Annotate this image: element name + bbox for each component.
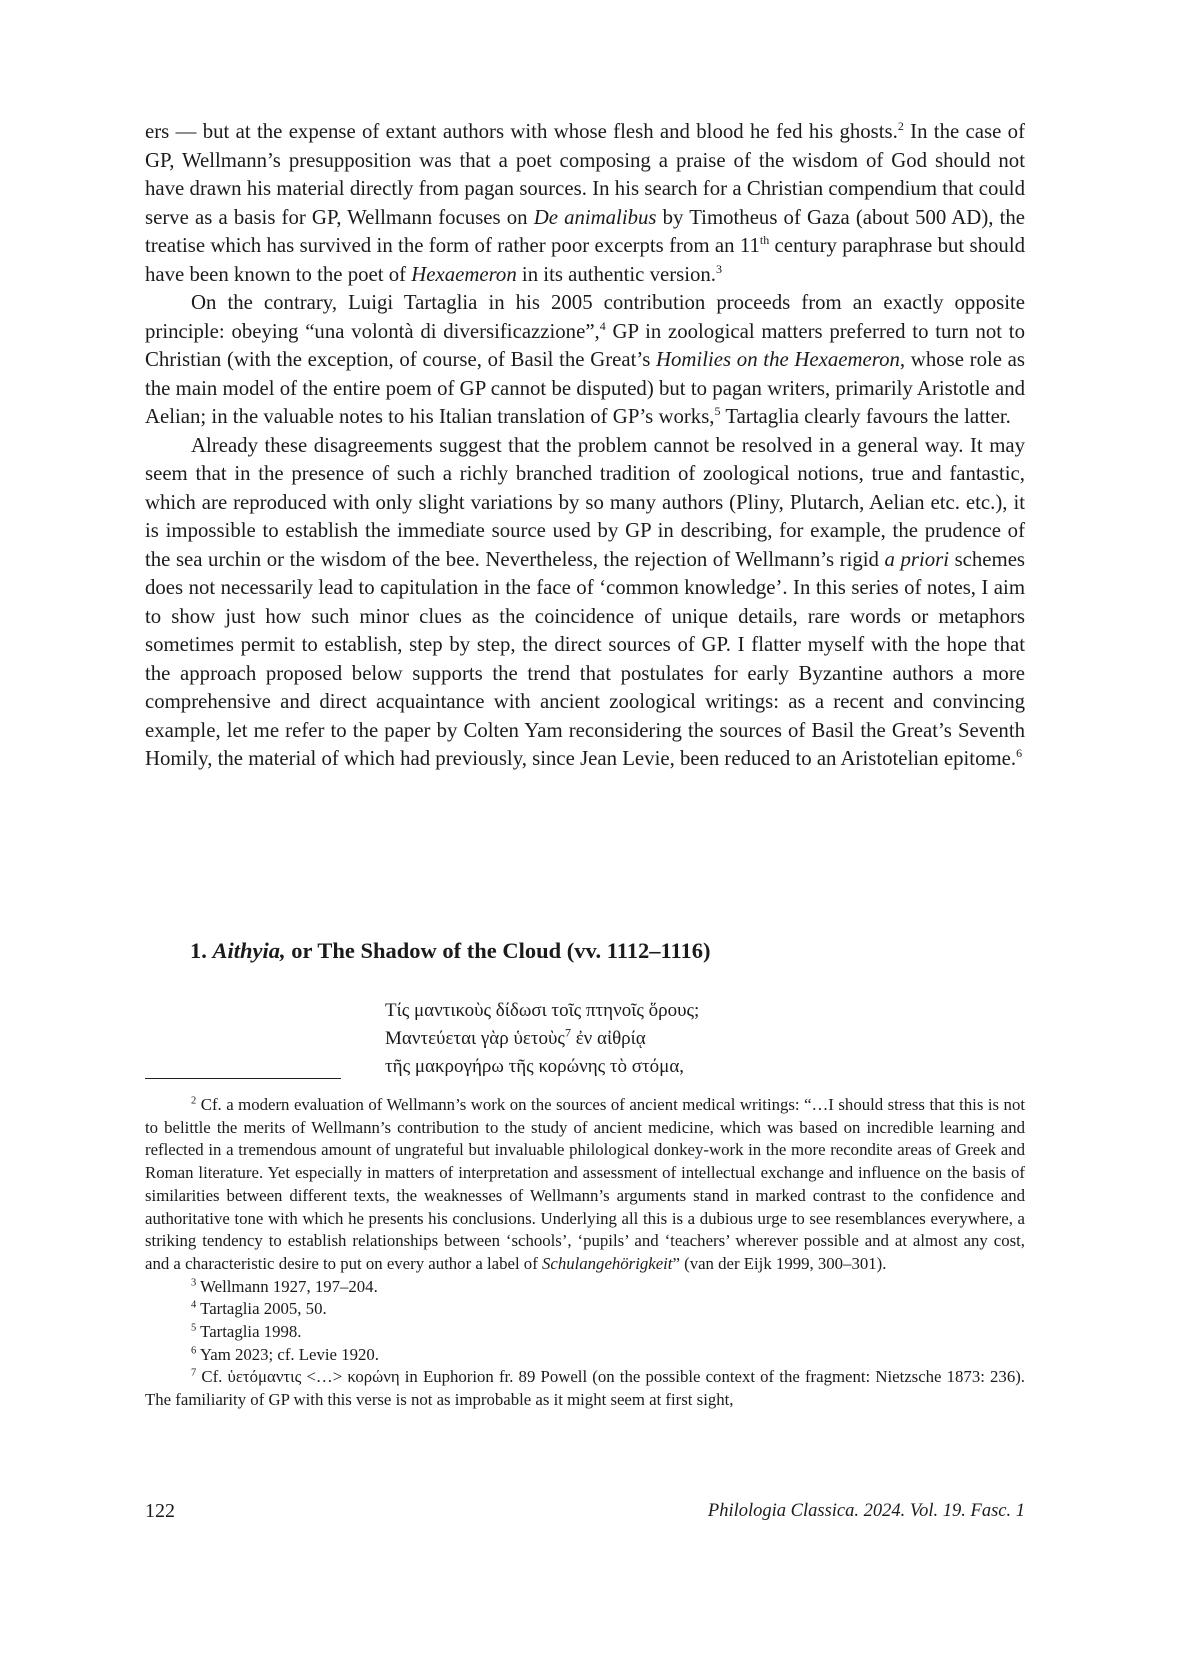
footnote-ref: 2 [897,119,904,134]
footnote-ref: 6 [1016,746,1023,761]
text-run: Tartaglia 1998. [196,1322,302,1342]
section-number: 1. [190,938,207,963]
footnote [145,1094,1025,1276]
text-run: Already these disagreements suggest that the problem cannot be resolved in a general way. It may seem that in the presence of such a richly branched tradition of zoological notions, true and fantastic, which are reproduced with only slight variations by so many authors (Pliny, Plutarch, Aelian etc. etc.), it is impossible to establish the immediate source used by GP in describing, for example, the prudence of the sea urchin or the wisdom of the bee. Nevertheless, the rejection of Wellmann’s rigid [145,433,1025,571]
text-run: ” (van der Eijk 1999, 300–301). [672,1253,887,1273]
text-run: Wellmann 1927, 197–204. [196,1276,378,1296]
italic-text: Homilies on the Hexaemeron [656,348,900,371]
section-title-italic: Aithyia, [212,938,286,963]
italic-text: a priori [884,547,950,571]
text-run: Tartaglia 2005, 50. [196,1299,327,1319]
verse-line-1: Τίς μαντικοὺς δίδωσι τοῖς πτηνοῖς ὅρους; [385,1000,700,1021]
paragraph [145,432,1025,774]
text-run: GP in zoological matters preferred to turn not to Christian (with the exception, of course, of Basil the Great’s [145,319,1025,371]
verse-line-2 [385,1025,699,1053]
text-run: In the case of GP, Wellmann’s presupposition was that a poet composing a praise of the wisdom of God should not have drawn his material directly from pagan sources. In his search for a Christian compendium that could serve as a basis for GP, Wellmann focuses on [145,120,1025,229]
footnote [145,1366,1025,1411]
footnote-ref: 4 [191,1299,197,1311]
footnote-ref: th [759,233,770,248]
footnote-ref: 5 [191,1322,197,1334]
footnote [145,1298,1025,1321]
footnote-ref: 5 [714,404,721,419]
footnote-ref: 6 [191,1345,197,1357]
footnote-ref-7: 7 [564,1025,571,1040]
journal-citation: Philologia Classica. 2024. Vol. 19. Fasc. 1 [707,1501,1025,1521]
text-run: ers — but at the expense of extant authors with whose flesh and blood he fed his ghosts. [145,120,898,143]
text-run: in its authentic version. [516,262,717,286]
paragraph [145,289,1025,432]
text-run: century paraphrase but should have been known to the poet of [145,234,1025,286]
italic-text: De animalibus [533,205,657,229]
footnotes [145,1094,1025,1412]
footnote [145,1344,1025,1367]
text-run: Cf. ὑετόμαντις <…> κορώνη in Euphorion fr. 89 Powell (on the possible context of the fragment: Nietzsche 1873: 236). The familiarity of GP with this verse is not as improbable as it might seem at first sight, [145,1367,1025,1410]
text-run: schemes does not necessarily lead to capitulation in the face of ‘common knowledge’. In this series of notes, I aim to show just how such minor clues as the coincidence of unique details, rare words or metaphors sometimes permit to establish, step by step, the direct sources of GP. I flatter myself with the hope that the approach proposed below supports the trend that postulates for early Byzantine authors a more comprehensive and direct acquaintance with ancient zoological writings: as a recent and convincing example, let me refer to the paper by Colten Yam reconsidering the sources of Basil the Great’s Seventh Homily, the material of which had previously, since Jean Levie, been reduced to an Aristotelian epitome. [145,547,1026,770]
text-run: Yam 2023; cf. Levie 1920. [196,1344,379,1364]
italic-text: Schulangehörigkeit [541,1253,673,1273]
text-run: Cf. a modern evaluation of Wellmann’s work on the sources of ancient medical writings: “…I should stress that this is not to belittle the merits of Wellmann’s contribution to the study of ancient medicine, which was based on incredible learning and reflected in a tremendous amount of ungrateful but invaluable philological donkey-work in the more recondite areas of Greek and Roman literature. Yet especially in matters of interpretation and assessment of intellectual exchange and influence on the basis of similarities between different texts, the weaknesses of Wellmann’s arguments stand in marked contrast to the confidence and authoritative tone with which he presents his conclusions. Underlying all this is a dubious urge to see resemblances everywhere, a striking tendency to establish relationships between ‘schools’, ‘pupils’ and ‘teachers’ wherever possible and at almost any cost, and a characteristic desire to put on every author a label of [145,1095,1025,1273]
text-run: On the contrary, Luigi Tartaglia in his 2005 contribution proceeds from an exactly opposite principle: obeying “una volontà di diversificazzione”, [145,291,1025,343]
paragraph [145,118,1025,289]
verse-line-3: τῆς μακρογήρω τῆς κορώνης τὸ στόμα, [385,1056,685,1077]
verse-line-2-start: Μαντεύεται γὰρ ὑετοὺς [385,1028,565,1049]
footnote [145,1321,1025,1344]
footnote-ref: 7 [191,1367,197,1379]
text-run: by Timotheus of Gaza (about 500 AD), the treatise which has survived in the form of rather poor excerpts from an 11 [145,205,1025,257]
footnote-ref: 3 [716,261,723,276]
footnote-ref: 4 [599,318,606,333]
greek-verse [385,997,699,1081]
footnote-ref: 2 [191,1095,197,1107]
verse-line-2-end: ἐν αἰθρίᾳ [570,1028,646,1049]
main-text [145,118,1025,774]
italic-text: Hexaemeron [411,262,517,286]
text-run: , whose role as the main model of the entire poem of GP cannot be disputed) but to pagan writers, primarily Aristotle and Aelian; in the valuable notes to his Italian translation of GP’s works, [145,348,1026,428]
page-number: 122 [145,1500,175,1522]
section-title-rest: or The Shadow of the Cloud (vv. 1112–1116) [291,938,711,963]
footnote-divider [145,1078,341,1079]
section-heading [190,938,711,964]
footnote-ref: 3 [191,1277,197,1289]
footnote [145,1276,1025,1299]
text-run: Tartaglia clearly favours the latter. [720,405,1011,428]
